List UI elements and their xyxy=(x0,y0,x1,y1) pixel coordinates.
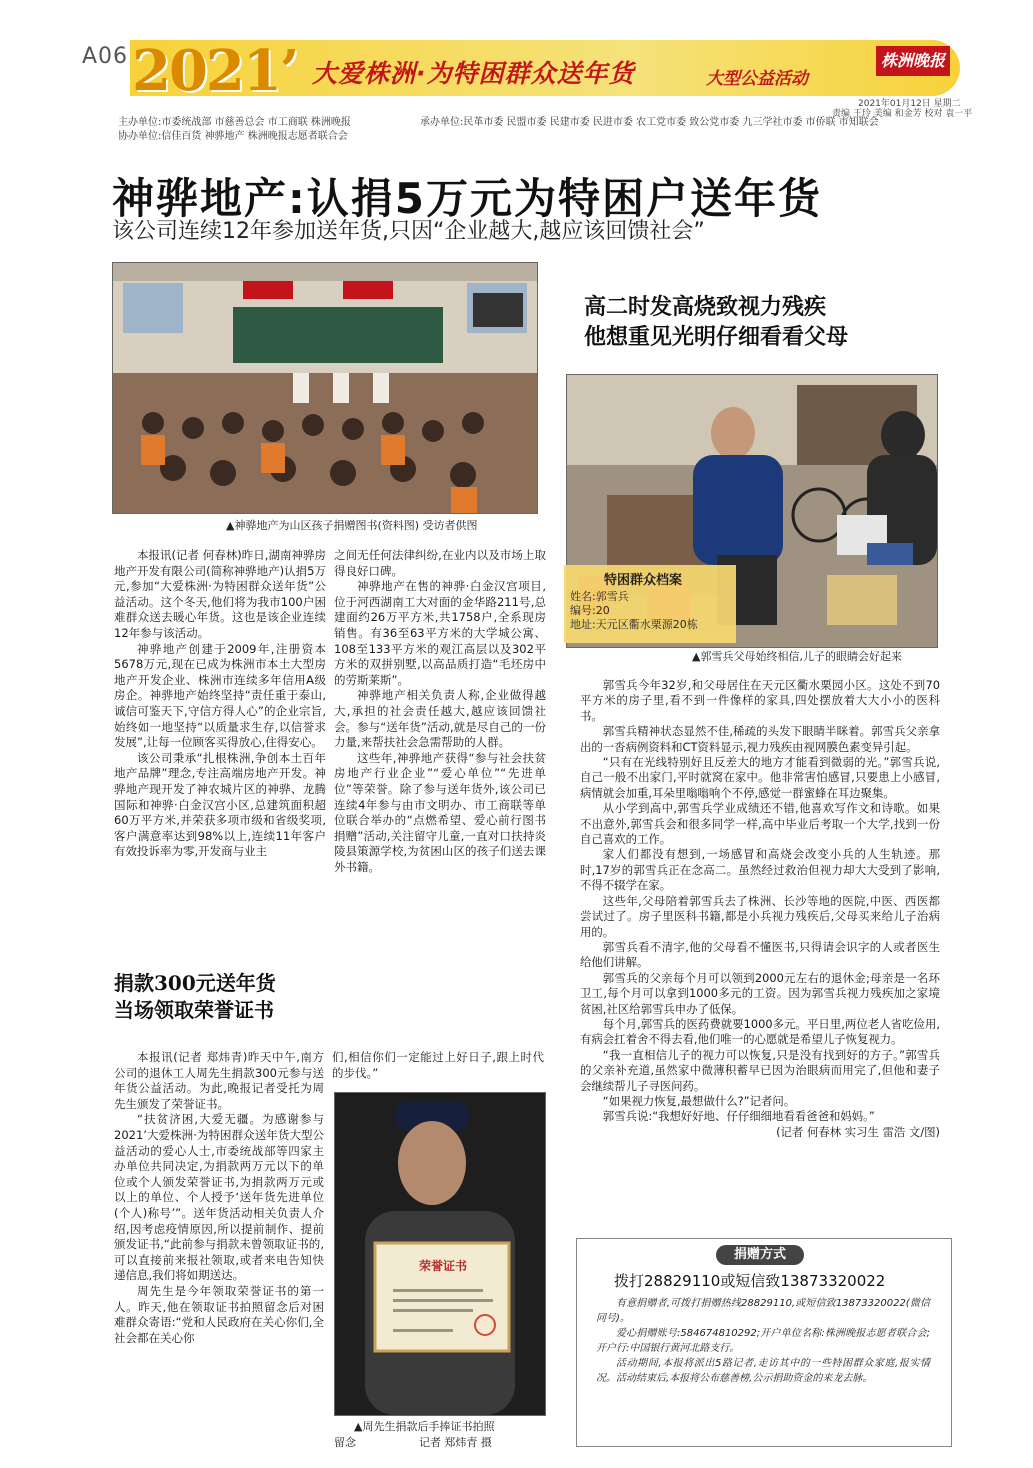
paragraph: 有意捐赠者,可拨打捐赠热线28829110,或短信致13873320022(微信同号)。 xyxy=(596,1298,930,1324)
story2-title-line-1: 捐款300元送年货 xyxy=(114,971,276,995)
paragraph: 郭雪兵说:“我想好好地、仔仔细细地看看爸爸和妈妈。” xyxy=(602,1109,875,1124)
main-article-column-1 xyxy=(114,548,326,860)
paragraph: 郭雪兵的父亲每个月可以领到2000元左右的退休金;母亲是一名环卫工,每个月可以拿到1000多元的工资。因为郭雪兵视力残疾加之家境贫困,社区给郭雪兵申办了低保。 xyxy=(580,970,940,1016)
profile-number: 编号:20 xyxy=(570,604,610,617)
paragraph: 本报讯(记者 何春林)昨日,湖南神骅房地产开发有限公司(简称神骅地产)认捐5万元,参加“大爱株洲·为特困群众送年货”公益活动。这个冬天,他们将为我市100户困难群众送去暖心年货。这也是该企业连续12年参与该活动。 xyxy=(114,548,326,640)
paragraph: 这些年,神骅地产获得“参与社会扶贫房地产行业企业”“爱心单位”“先进单位”等荣誉。除了参与送年货外,该公司已连续4年参与由市文明办、市工商联等单位联合举办的“点燃希望、爱心前行图书捐赠”活动,关注留守儿童,一直对口扶持炎陵县策源学校,为贫困山区的孩子们送去课外书籍。 xyxy=(334,750,546,874)
donation-phone: 拨打28829110或短信致13873320022 xyxy=(614,1272,886,1290)
newspaper-logo: 株洲晚报 xyxy=(876,46,950,76)
paragraph: 神骅地产相关负责人称,企业做得越大,承担的社会责任越大,越应该回馈社会。参与“送年货”活动,就是尽自己的一份力量,来帮扶社会急需帮助的人群。 xyxy=(334,688,546,750)
banner-slogan-tail: 大型公益活动 xyxy=(706,69,808,89)
paragraph: 郭雪兵今年32岁,和父母居住在天元区衢水栗园小区。这处不到70平方米的房子里,看不到一件像样的家具,四处摆放着大大小小的医科书。 xyxy=(580,678,940,723)
donation-box-title: 捐赠方式 xyxy=(716,1245,804,1265)
paragraph: 郭雪兵精神状态显然不佳,稀疏的头发下眼睛半眯着。郭雪兵父亲拿出的一沓病例资料和CT资料显示,视力残疾由视网膜色素变异引起。 xyxy=(580,724,940,754)
main-article-column-2 xyxy=(334,548,546,875)
paragraph: 周先生是今年领取荣誉证书的第一人。昨天,他在领取证书拍照留念后对困难群众寄语:“党和人民政府在关心你们,全社会都在关心你 xyxy=(114,1283,324,1345)
profile-box xyxy=(564,565,736,643)
story2-column-1 xyxy=(114,1050,324,1346)
story3-title-line-1: 高二时发高烧致视力残疾 xyxy=(584,294,827,320)
banner-year: 2021’ xyxy=(132,38,298,104)
family-photo-caption: ▲郭雪兵父母始终相信,儿子的眼睛会好起来 xyxy=(692,650,902,663)
paragraph: 们,相信你们一定能过上好日子,跟上时代的步伐。” xyxy=(332,1050,544,1080)
paragraph: 该公司秉承“扎根株洲,争创本土百年地产品牌”理念,专注高端房地产开发。神骅地产现开发了神农城片区的神骅、龙腾国际和神骅·白金汉宫小区,总建筑面积超60万平方米,并荣获多项市级和省级奖项,客户满意率达到98%以上,连续11年客户有效投诉率为零,开发商与业主 xyxy=(114,750,326,859)
banner-slogan: 大爱株洲·为特困群众送年货 xyxy=(312,59,635,88)
paragraph: “只有在光线特别好且反差大的地方才能看到微弱的光。”郭雪兵说,自己一般不出家门,平时就窝在家中。他非常害怕感冒,只要患上小感冒,病情就会加重,耳朵里嗡嗡响个不停,感觉一群蜜蜂在耳边聚集。 xyxy=(580,755,940,800)
certificate-photo-caption-1: ▲周先生捐款后手捧证书拍照 xyxy=(354,1420,495,1433)
paragraph: 神骅地产在售的神骅·白金汉宫项目,位于河西湖南工大对面的金华路211号,总建面约26万平方米,共1758户,全系现房销售。有36至63平方米的大学城公寓、108至133平方米的观江高层以及302平方米的双拼别墅,以高品质打造“毛坯房中的劳斯莱斯”。 xyxy=(334,579,546,687)
story2-column-2 xyxy=(332,1050,544,1081)
profile-title: 特困群众档案 xyxy=(604,573,683,588)
classroom-photo-caption: ▲神骅地产为山区孩子捐赠图书(资料图) 受访者供图 xyxy=(226,519,478,532)
paragraph: “扶贫济困,大爱无疆。为感谢参与2021’大爱株洲·为特困群众送年货大型公益活动的爱心人士,市委统战部等四家主办单位共同决定,为捐款两万元以下的单位或个人颁发荣誉证书,为捐款两万元或以上的单位、个人授予‘送年货先进单位(个人)称号’”。送年货活动相关负责人介绍,因考虑疫情原因,所以提前制作、提前颁发证书,“此前参与捐款未曾领取证书的,可以直接前来报社领取,或者来电告知快递信息,我们将如期送达。 xyxy=(114,1112,324,1283)
paragraph: “我一直相信儿子的视力可以恢复,只是没有找到好的方子。”郭雪兵的父亲补充道,虽然家中微薄积蓄早已因为治眼病而用完了,但他和妻子会继续帮儿子寻医问药。 xyxy=(580,1047,940,1093)
classroom-photo-art xyxy=(113,263,537,513)
paragraph: 这些年,父母陪着郭雪兵去了株洲、长沙等地的医院,中医、西医都尝试过了。房子里医科书籍,都是小兵视力残疾后,父母买来给儿子治病用的。 xyxy=(580,893,940,939)
certificate-photo-caption-2: 留念 记者 郑炜青 摄 xyxy=(334,1436,492,1449)
story2-title-line-2: 当场领取荣誉证书 xyxy=(114,998,274,1022)
page-subheadline: 该公司连续12年参加送年货,只因“企业越大,越应该回馈社会” xyxy=(112,219,705,244)
story3-body xyxy=(580,678,940,1140)
date-line: 2021年01月12日 星期二 xyxy=(858,99,961,109)
classroom-photo xyxy=(112,262,538,514)
paragraph: 本报讯(记者 郑炜青)昨天中午,南方公司的退休工人周先生捐款300元参与送年货公益活动。为此,晚报记者受托为周先生颁发了荣誉证书。 xyxy=(114,1050,324,1111)
sponsors-line: 主办单位:市委统战部 市慈善总会 市工商联 株洲晚报 xyxy=(118,117,351,128)
certificate-photo xyxy=(334,1092,546,1416)
paragraph: 从小学到高中,郭雪兵学业成绩还不错,他喜欢写作文和诗歌。如果不出意外,郭雪兵会和很多同学一样,高中毕业后考取一个大学,找到一份自己喜欢的工作。 xyxy=(580,801,940,847)
paragraph: 活动期间,本报将派出5路记者,走访其中的一些特困群众家庭,报实情况。活动结束后,本报将公布慈善榜,公示捐助资金的来龙去脉。 xyxy=(596,1358,930,1384)
story2-title xyxy=(114,970,276,1024)
page-headline: 神骅地产:认捐5万元为特困户送年货 xyxy=(112,174,823,223)
story3-title xyxy=(584,292,848,352)
organizers-line: 承办单位:民革市委 民盟市委 民建市委 民进市委 农工党市委 致公党市委 九三学社市委 市侨联 市知联会 xyxy=(420,117,879,128)
story3-title-line-2: 他想重见光明仔细看看父母 xyxy=(584,324,849,350)
paragraph: 爱心捐赠账号:584674810292;开户单位名称:株洲晚报志愿者联合会;开户行:中国银行黄河北路支行。 xyxy=(596,1328,930,1354)
story3-byline: (记者 何春林 实习生 雷浩 文/图) xyxy=(776,1124,940,1139)
paragraph: “如果视力恢复,最想做什么?”记者问。 xyxy=(602,1093,796,1108)
profile-name: 姓名:郭雪兵 xyxy=(570,590,629,603)
profile-address: 地址:天元区衢水栗源20栋 xyxy=(570,618,698,631)
paragraph: 之间无任何法律纠纷,在业内以及市场上取得良好口碑。 xyxy=(334,548,546,578)
paragraph: 家人们都没有想到,一场感冒和高烧会改变小兵的人生轨迹。那时,17岁的郭雪兵正在念高二。虽然经过救治但视力却大大受到了影响,不得不辍学在家。 xyxy=(580,847,940,893)
co-organizers-line: 协办单位:信佳百货 神骅地产 株洲晚报志愿者联合会 xyxy=(118,131,348,142)
donation-body xyxy=(596,1296,930,1386)
certificate-photo-art xyxy=(335,1093,545,1415)
paragraph: 神骅地产创建于2009年,注册资本5678万元,现在已成为株洲市本土大型房地产开发企业、株洲市连续多年信用A级房企。神骅地产始终坚持“责任重于泰山,诚信可鉴天下,守信方得人心”的企业宗旨,始终如一地坚持“以质量求生存,以信誉求发展”,让每一位顾客买得放心,住得安心。 xyxy=(114,641,326,750)
page-number: A06 xyxy=(82,44,129,69)
paragraph: 每个月,郭雪兵的医药费就要1000多元。平日里,两位老人省吃俭用,有病会扛着舍不得去看,他们唯一的心愿就是希望儿子恢复视力。 xyxy=(580,1016,940,1047)
editors-line: 责编 王玲 美编 和金芳 校对 袁一平 xyxy=(832,109,973,119)
certificate-title: 荣誉证书 xyxy=(419,1259,468,1273)
paragraph: 郭雪兵看不清字,他的父母看不懂医书,只得请会识字的人或者医生给他们讲解。 xyxy=(580,939,940,970)
